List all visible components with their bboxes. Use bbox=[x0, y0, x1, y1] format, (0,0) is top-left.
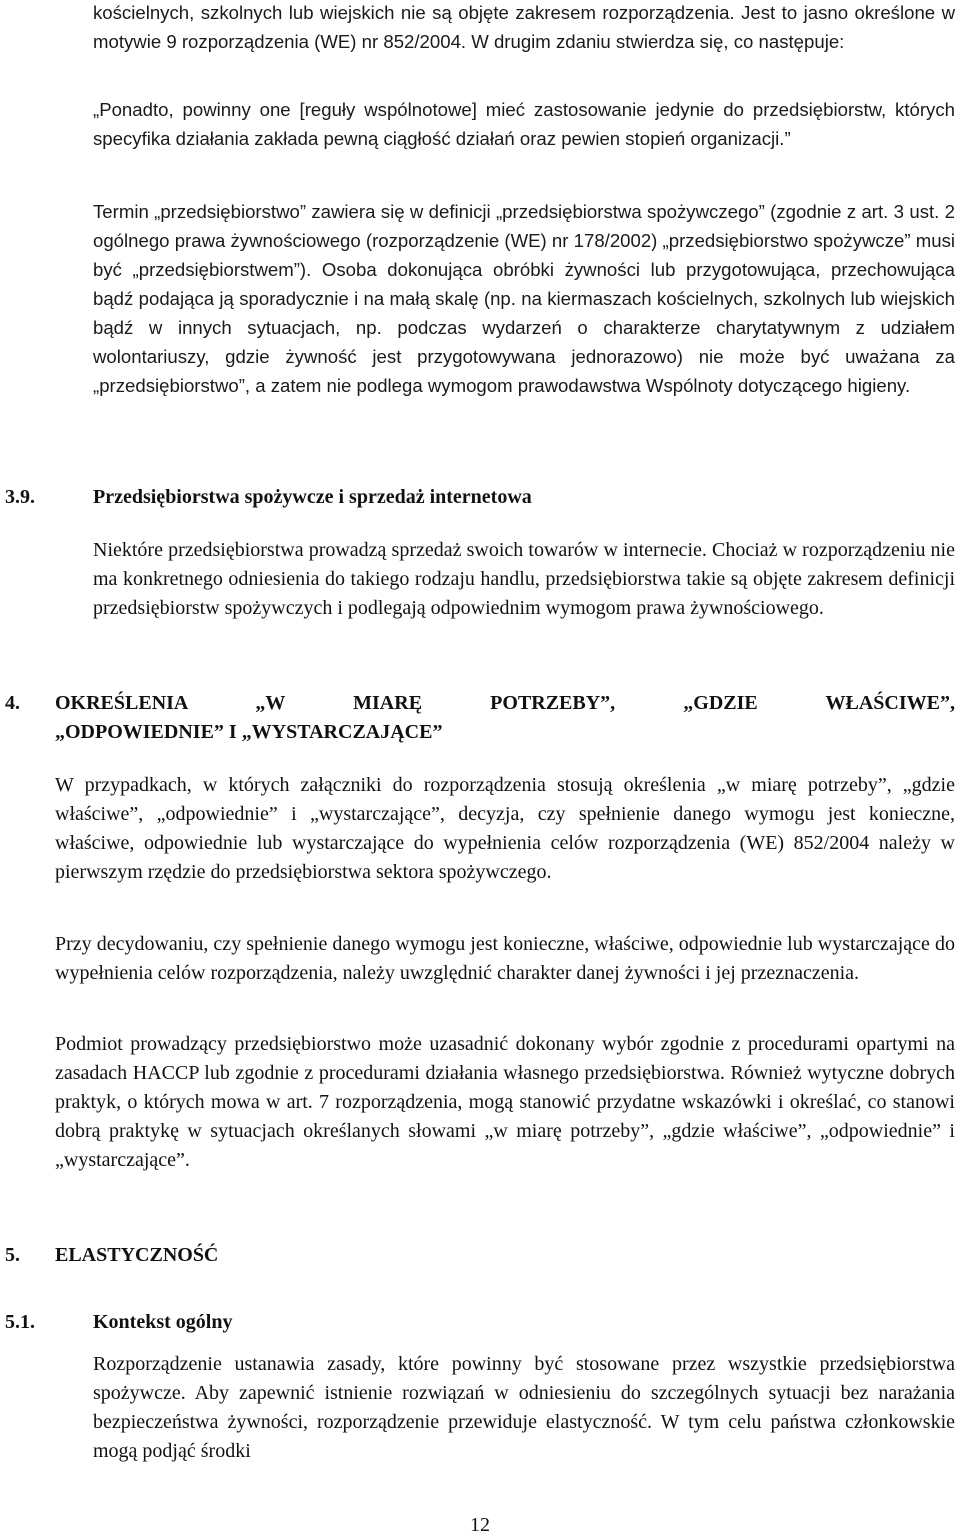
paragraph-terms: W przypadkach, w których załączniki do rozporządzenia stosują określenia „w miarę potrzeby”, „gdzie właściwe”, „odpowiednie” i „wystarczające”, decyzja, czy spełnienie danego wymogu jest konieczne, właściwe, odpowiednie lub wystarczające do wypełnienia celów rozporządzenia (WE) 852/2004 należy w pierwszym rzędzie do przedsiębiorstwa sektora spożywczego. bbox=[55, 774, 955, 883]
page-number: 12 bbox=[470, 1514, 490, 1536]
section-heading-4-line1: OKREŚLENIA „W MIARĘ POTRZEBY”, „GDZIE WŁAŚCIWE”, bbox=[55, 692, 955, 714]
section-number-4: 4. bbox=[5, 692, 20, 714]
paragraph-internet-sales: Niektóre przedsiębiorstwa prowadzą sprzedaż swoich towarów w internecie. Chociaż w rozporządzeniu nie ma konkretnego odniesienia do takiego rodzaju handlu, przedsiębiorstwa takie są objęte zakresem definicji przedsiębiorstw spożywczych i podlegają odpowiednim wymogom prawa żywnościowego. bbox=[93, 539, 955, 619]
section-heading-5-1: Kontekst ogólny bbox=[93, 1311, 233, 1333]
section-heading-5: ELASTYCZNOŚĆ bbox=[55, 1244, 219, 1266]
section-number-5-1: 5.1. bbox=[5, 1311, 35, 1333]
section-number-3-9: 3.9. bbox=[5, 486, 35, 508]
section-heading-3-9: Przedsiębiorstwa spożywcze i sprzedaż internetowa bbox=[93, 486, 532, 508]
section-heading-4-line2: „ODPOWIEDNIE” I „WYSTARCZAJĄCE” bbox=[55, 721, 443, 743]
paragraph-operator: Podmiot prowadzący przedsiębiorstwo może uzasadnić dokonany wybór zgodnie z procedurami opartymi na zasadach HACCP lub zgodnie z procedurami działania własnego przedsiębiorstwa. Również wytyczne dobrych praktyk, o których mowa w art. 7 rozporządzenia, mogą stanowić przydatne wskazówki i określać, co stanowi dobrą praktykę w sytuacjach określanych słowami „w miarę potrzeby”, „gdzie właściwe”, „odpowiednie” i „wystarczające”. bbox=[55, 1033, 955, 1171]
section-number-5: 5. bbox=[5, 1244, 20, 1266]
paragraph-decision: Przy decydowaniu, czy spełnienie danego wymogu jest konieczne, właściwe, odpowiednie lub wystarczające do wypełnienia celów rozporządzenia, należy uwzględnić charakter danej żywności i jej przeznaczenia. bbox=[55, 933, 955, 984]
paragraph-continuation: kościelnych, szkolnych lub wiejskich nie są objęte zakresem rozporządzenia. Jest to jasno określone w motywie 9 rozporządzenia (WE) nr 852/2004. W drugim zdaniu stwierdza się, co następuje: bbox=[93, 2, 955, 52]
paragraph-flexibility: Rozporządzenie ustanawia zasady, które powinny być stosowane przez wszystkie przedsiębiorstwa spożywcze. Aby zapewnić istnienie rozwiązań w odniesieniu do szczególnych sytuacji bez narażania bezpieczeństwa żywności, rozporządzenie przewiduje elastyczność. W tym celu państwa członkowskie mogą podjąć środki bbox=[93, 1353, 955, 1462]
paragraph-definition: Termin „przedsiębiorstwo” zawiera się w definicji „przedsiębiorstwa spożywczego” (zgodnie z art. 3 ust. 2 ogólnego prawa żywnościowego (rozporządzenie (WE) nr 178/2002) „przedsiębiorstwo spożywcze” musi być „przedsiębiorstwem”). Osoba dokonująca obróbki żywności lub przygotowująca, przechowująca bądź podająca ją sporadycznie i na małą skalę (np. na kiermaszach kościelnych, szkolnych lub wiejskich bądź w innych sytuacjach, np. podczas wydarzeń o charakterze charytatywnym z udziałem wolontariuszy, gdzie żywność jest przygotowywana jednorazowo) nie może być uważana za „przedsiębiorstwo”, a zatem nie podlega wymogom prawodawstwa Wspólnoty dotyczącego higieny. bbox=[93, 201, 955, 396]
quoted-paragraph: „Ponadto, powinny one [reguły wspólnotowe] mieć zastosowanie jedynie do przedsiębiorstw, których specyfika działania zakłada pewną ciągłość działań oraz pewien stopień organizacji.” bbox=[93, 99, 955, 149]
